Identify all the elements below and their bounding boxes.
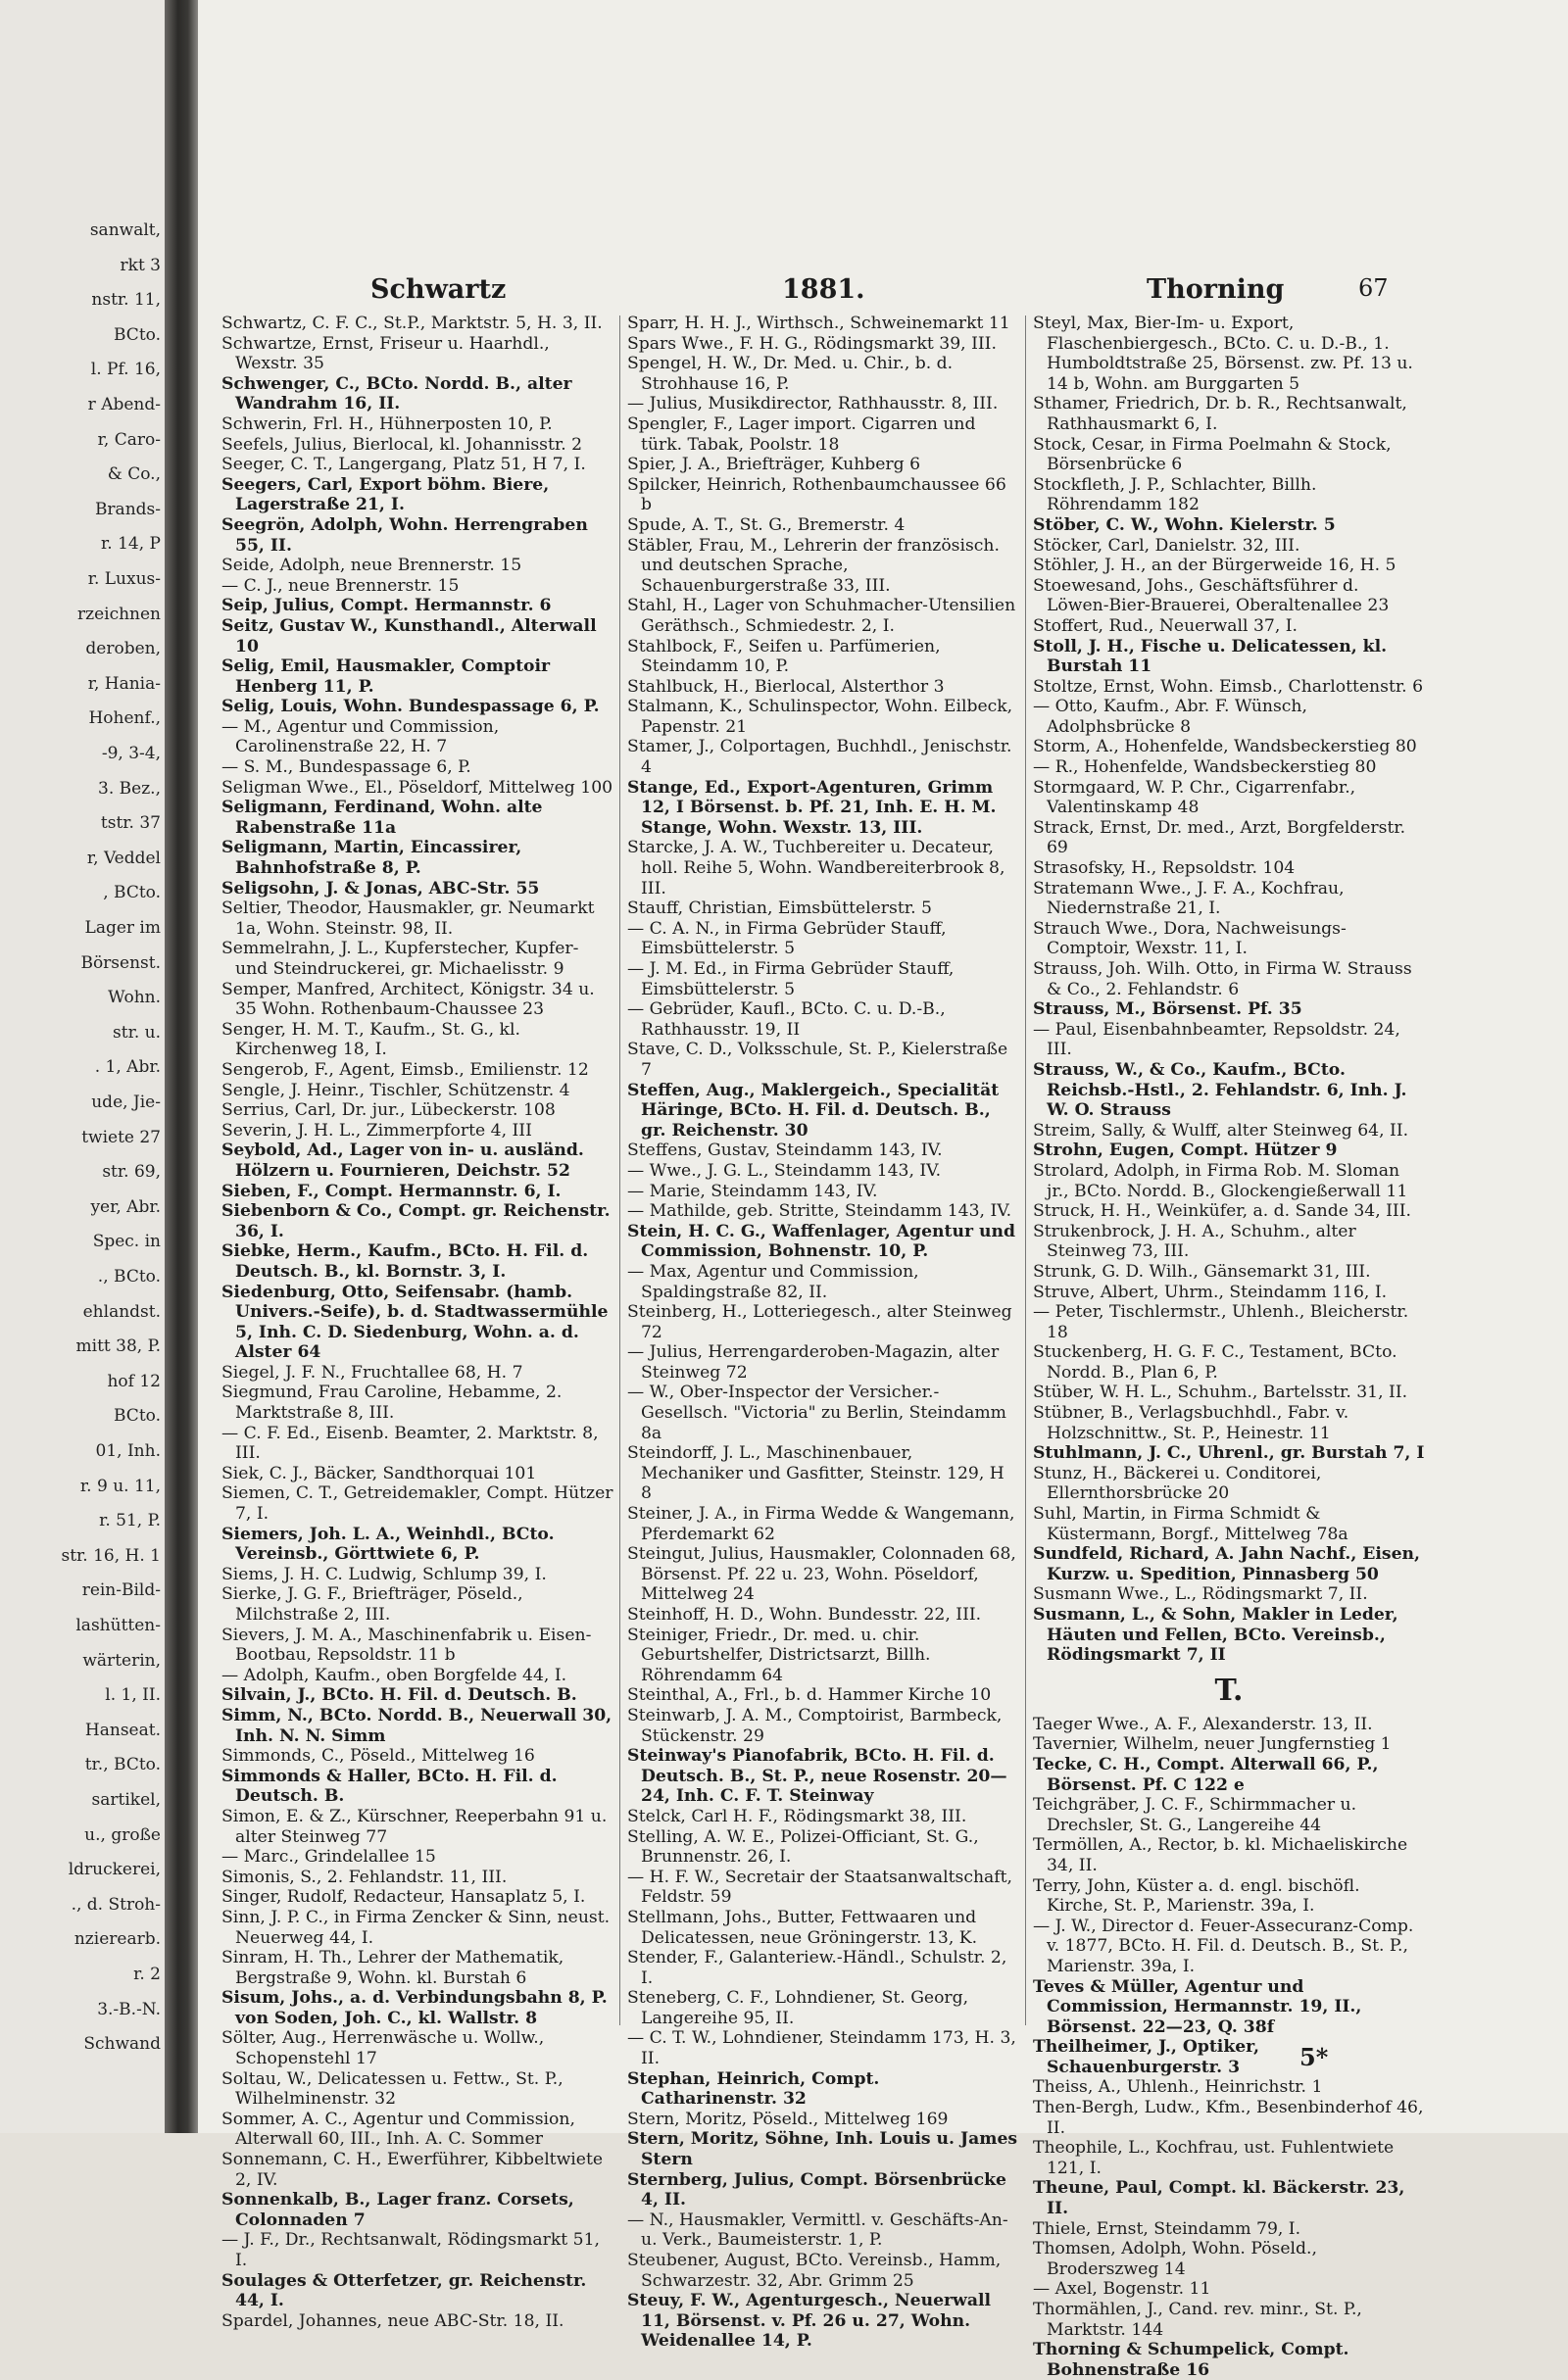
directory-entry: Stuckenberg, H. G. F. C., Testament, BCto. Nordd. B., Plan 6, P.	[1033, 1342, 1397, 1383]
directory-page	[198, 0, 1568, 2380]
previous-page-fragment: 3.-B.-N.	[97, 1999, 161, 2019]
previous-page-fragment: str. 16, H. 1	[61, 1545, 161, 1566]
directory-entry: Steffen, Aug., Maklergeich., Specialität Häringe, BCto. H. Fil. d. Deutsch. B., gr. Reichenstr. 30	[627, 1080, 1000, 1141]
previous-page-fragment: rein-Bild-	[81, 1580, 161, 1601]
directory-entry: Schwenger, C., BCto. Nordd. B., alter Wandrahm 16, II.	[221, 373, 572, 414]
directory-entry: — Mathilde, geb. Stritte, Steindamm 143, IV.	[627, 1201, 1012, 1222]
directory-entry: Stäbler, Frau, M., Lehrerin der französisch. und deutschen Sprache, Schauenburgerstraße 33, III.	[627, 535, 1000, 596]
directory-entry: Seegers, Carl, Export böhm. Biere, Lagerstraße 21, I.	[221, 474, 550, 515]
directory-entry: Theophile, L., Kochfrau, ust. Fuhlentwiete 121, I.	[1033, 2138, 1395, 2178]
directory-entry: Stelck, Carl H. F., Rödingsmarkt 38, III.	[627, 1806, 967, 1826]
directory-entry: Sengerob, F., Agent, Eimsb., Emilienstr. 12	[221, 1059, 589, 1080]
directory-entry: — Julius, Musikdirector, Rathhausstr. 8, III.	[627, 394, 999, 414]
directory-entry: Stern, Moritz, Pöseld., Mittelweg 169	[627, 2109, 949, 2129]
directory-entry: — Adolph, Kaufm., oben Borgfelde 44, I.	[221, 1665, 567, 1685]
previous-page-fragment: BCto.	[114, 1406, 161, 1427]
directory-entry: Terry, John, Küster a. d. engl. bischöfl. Kirche, St. P., Marienstr. 39a, I.	[1033, 1875, 1360, 1917]
directory-entry: Serrius, Carl, Dr. jur., Lübeckerstr. 108	[221, 1100, 556, 1121]
directory-entry: Spardel, Johannes, neue ABC-Str. 18, II.	[221, 2310, 564, 2331]
directory-entry: Theune, Paul, Compt. kl. Bäckerstr. 23, II.	[1033, 2178, 1405, 2219]
directory-entry: Stahl, H., Lager von Schuhmacher-Utensilien Geräthsch., Schmiedestr. 2, I.	[627, 596, 1016, 636]
previous-page-fragment: yer, Abr.	[90, 1196, 161, 1217]
directory-entry: Siedenburg, Otto, Seifensabr. (hamb. Univers.-Seife), b. d. Stadtwassermühle 5, Inh. C. D. Siedenburg, Wohn. a. d. Alster 64	[221, 1282, 609, 1363]
directory-entry: Spier, J. A., Briefträger, Kuhberg 6	[627, 455, 921, 475]
directory-entry: Sundfeld, Richard, A. Jahn Nachf., Eisen, Kurzw. u. Spedition, Pinnasberg 50	[1033, 1544, 1421, 1584]
previous-page-fragment: Hanseat.	[84, 1720, 161, 1740]
directory-entry: Tecke, C. H., Compt. Alterwall 66, P., Börsenst. Pf. C 122 e	[1033, 1754, 1379, 1795]
directory-column-1	[221, 314, 613, 2331]
previous-page-fragment: 01, Inh.	[95, 1441, 161, 1461]
directory-entry: Teves & Müller, Agentur und Commission, Hermannstr. 19, II., Börsenst. 22—23, Q. 38f	[1033, 1976, 1362, 2037]
directory-entry: Thorning & Schumpelick, Compt. Bohnenstraße 16	[1033, 2340, 1349, 2380]
directory-entry: — J. W., Director d. Feuer-Assecuranz-Comp. v. 1877, BCto. H. Fil. d. Deutsch. B., St. P., Marienstr. 39a, I.	[1033, 1916, 1414, 1976]
directory-entry: Strasofsky, H., Repsoldstr. 104	[1033, 858, 1296, 879]
previous-page-fragment: r, Veddel	[86, 848, 161, 868]
directory-entry: Stock, Cesar, in Firma Poelmahn & Stock, Börsenbrücke 6	[1033, 434, 1392, 475]
previous-page-fragment: r. 51, P.	[99, 1511, 161, 1531]
directory-entry: Struve, Albert, Uhrm., Steindamm 116, I.	[1033, 1282, 1388, 1302]
directory-entry: — Marc., Grindelallee 15	[221, 1847, 436, 1868]
directory-entry: Seefels, Julius, Bierlocal, kl. Johannisstr. 2	[221, 434, 583, 455]
previous-page-fragment: & Co.,	[107, 464, 161, 485]
directory-entry: Spilcker, Heinrich, Rothenbaumchaussee 66 b	[627, 474, 1006, 515]
directory-entry: Siegel, J. F. N., Fruchtallee 68, H. 7	[221, 1362, 523, 1383]
previous-page-fragment: Schwand	[83, 2034, 161, 2055]
previous-page-fragment: hof 12	[107, 1371, 161, 1391]
directory-entry: Steyl, Max, Bier-Im- u. Export, Flaschenbiergesch., BCto. C. u. D.-B., 1. Humboldtstraße 25, Börsenst. zw. Pf. 13 u. 14 b, Wohn. am Burggarten 5	[1033, 314, 1413, 394]
directory-entry: — Paul, Eisenbahnbeamter, Repsoldstr. 24, III.	[1033, 1019, 1400, 1060]
directory-entry: Spars Wwe., F. H. G., Rödingsmarkt 39, III.	[627, 333, 997, 354]
previous-page-fragment: Spec. in	[92, 1232, 161, 1252]
directory-entry: — Peter, Tischlermstr., Uhlenh., Bleicherstr. 18	[1033, 1302, 1409, 1342]
directory-entry: Termöllen, A., Rector, b. kl. Michaeliskirche 34, II.	[1033, 1835, 1408, 1875]
previous-page-fragment: sanwalt,	[89, 220, 161, 240]
directory-entry: Selig, Louis, Wohn. Bundespassage 6, P.	[221, 697, 600, 717]
directory-entry: Stoll, J. H., Fische u. Delicatessen, kl. Burstah 11	[1033, 636, 1388, 677]
directory-entry: Seegrön, Adolph, Wohn. Herrengraben 55, II.	[221, 514, 588, 556]
previous-page-fragment: lashütten-	[75, 1616, 161, 1635]
directory-entry: Stöcker, Carl, Danielstr. 32, III.	[1033, 535, 1300, 556]
directory-entry: Stahlbuck, H., Bierlocal, Alsterthor 3	[627, 676, 945, 697]
directory-entry: — Axel, Bogenstr. 11	[1033, 2279, 1211, 2300]
directory-entry: Susmann Wwe., L., Rödingsmarkt 7, II.	[1033, 1584, 1368, 1605]
previous-page-fragment: Lager im	[84, 918, 161, 938]
directory-entry: Theiss, A., Uhlenh., Heinrichstr. 1	[1033, 2077, 1323, 2098]
directory-entry: Sengle, J. Heinr., Tischler, Schützenstr. 4	[221, 1080, 570, 1100]
directory-entry: Steindorff, J. L., Maschinenbauer, Mechaniker und Gasfitter, Steinstr. 129, H 8	[627, 1443, 1004, 1504]
previous-page-fragment: u., große	[84, 1824, 161, 1845]
directory-entry: Silvain, J., BCto. H. Fil. d. Deutsch. B.	[221, 1685, 577, 1706]
directory-entry: Siemers, Joh. L. A., Weinhdl., BCto. Vereinsb., Görttwiete 6, P.	[221, 1524, 555, 1565]
previous-page-fragment: r. 14, P	[101, 534, 161, 555]
directory-entry: Stephan, Heinrich, Compt. Catharinenstr. 32	[627, 2068, 880, 2110]
directory-entry: Stübner, B., Verlagsbuchhdl., Fabr. v. Holzschnittw., St. P., Heinestr. 11	[1033, 1403, 1349, 1443]
previous-page-fragment: nzierearb.	[74, 1929, 161, 1950]
previous-page-fragment: -9, 3-4,	[101, 744, 161, 763]
directory-entry: Sommer, A. C., Agentur und Commission, Alterwall 60, III., Inh. A. C. Sommer	[221, 2109, 575, 2150]
directory-entry: — R., Hohenfelde, Wandsbeckerstieg 80	[1033, 757, 1377, 778]
directory-entry: Seligmann, Ferdinand, Wohn. alte Rabenstraße 11a	[221, 798, 543, 838]
directory-entry: Seide, Adolph, neue Brennerstr. 15	[221, 556, 522, 576]
directory-entry: Stein, H. C. G., Waffenlager, Agentur und Commission, Bohnenstr. 10, P.	[627, 1221, 1015, 1262]
page-header	[198, 274, 1568, 310]
directory-entry: Senger, H. M. T., Kaufm., St. G., kl. Kirchenweg 18, I.	[221, 1019, 520, 1060]
directory-entry: Stange, Ed., Export-Agenturen, Grimm 12, I Börsenst. b. Pf. 21, Inh. E. H. M. Stange, Wohn. Wexstr. 13, III.	[627, 777, 997, 838]
directory-entry: Thiele, Ernst, Steindamm 79, I.	[1033, 2218, 1301, 2239]
directory-entry: Strauch Wwe., Dora, Nachweisungs-Comptoir, Wexstr. 11, I.	[1033, 918, 1347, 959]
previous-page-fragment: r. 2	[133, 1965, 161, 1984]
previous-page-fragment: nstr. 11,	[91, 290, 161, 311]
directory-entry: Simmonds, C., Pöseld., Mittelweg 16	[221, 1746, 535, 1767]
directory-entry: Stratemann Wwe., J. F. A., Kochfrau, Niedernstraße 21, I.	[1033, 878, 1345, 919]
directory-entry: — W., Ober-Inspector der Versicher.-Gesellsch. "Victoria" zu Berlin, Steindamm 8a	[627, 1383, 1006, 1443]
directory-entry: Selig, Emil, Hausmakler, Comptoir Henberg 11, P.	[221, 656, 551, 697]
directory-entry: Simon, E. & Z., Kürschner, Reeperbahn 91 u. alter Steinweg 77	[221, 1806, 608, 1847]
directory-entry: Sievers, J. M. A., Maschinenfabrik u. Eisen-Bootbau, Repsoldstr. 11 b	[221, 1625, 592, 1666]
directory-entry: Seitz, Gustav W., Kunsthandl., Alterwall 10	[221, 615, 597, 656]
directory-entry: — H. F. W., Secretair der Staatsanwaltschaft, Feldstr. 59	[627, 1867, 1013, 1908]
directory-entry: Steinway's Pianofabrik, BCto. H. Fil. d. Deutsch. B., St. P., neue Rosenstr. 20—24, Inh. C. F. T. Steinway	[627, 1746, 1007, 1807]
directory-entry: — N., Hausmakler, Vermittl. v. Geschäfts-An- u. Verk., Baumeisterstr. 1, P.	[627, 2210, 1008, 2251]
previous-page-fragment: sartikel,	[91, 1790, 161, 1810]
section-letter: T.	[1214, 1673, 1244, 1708]
previous-page-fragment: deroben,	[85, 639, 161, 659]
directory-entry: Seligsohn, J. & Jonas, ABC-Str. 55	[221, 878, 540, 899]
directory-entry: Seybold, Ad., Lager von in- u. ausländ. Hölzern u. Fournieren, Deichstr. 52	[221, 1141, 584, 1181]
directory-entry: — Wwe., J. G. L., Steindamm 143, IV.	[627, 1160, 942, 1181]
previous-page-fragment: tr., BCto.	[84, 1755, 161, 1775]
previous-page-fragment: rkt 3	[120, 255, 161, 275]
directory-entry: Storm, A., Hohenfelde, Wandsbeckerstieg 80	[1033, 737, 1417, 757]
previous-page-fragment: ude, Jie-	[91, 1093, 161, 1112]
directory-entry: Simmonds & Haller, BCto. H. Fil. d. Deutsch. B.	[221, 1766, 558, 1807]
directory-entry: — M., Agentur und Commission, Carolinenstraße 22, H. 7	[221, 716, 500, 757]
directory-entry: Sölter, Aug., Herrenwäsche u. Wollw., Schopenstehl 17	[221, 2028, 545, 2069]
previous-page-fragment: rzeichnen	[76, 604, 161, 624]
directory-entry: Steiniger, Friedr., Dr. med. u. chir. Geburtshelfer, Districtsarzt, Billh. Röhrendamm 64	[627, 1625, 931, 1685]
directory-entry: Steneberg, C. F., Lohndiener, St. Georg, Langereihe 95, II.	[627, 1988, 969, 2028]
previous-page-fragment: . 1, Abr.	[94, 1057, 161, 1078]
previous-page-fragment: ., BCto.	[97, 1267, 161, 1287]
previous-page-fragment: Wohn.	[108, 988, 161, 1008]
previous-page-fragment: Hohenf.,	[88, 708, 161, 729]
directory-entry: Siems, J. H. C. Ludwig, Schlump 39, I.	[221, 1564, 547, 1584]
directory-entry: Stamer, J., Colportagen, Buchhdl., Jenischstr. 4	[627, 737, 1012, 778]
directory-entry: Strunk, G. D. Wilh., Gänsemarkt 31, III.	[1033, 1261, 1371, 1282]
directory-entry: Sonnemann, C. H., Ewerführer, Kibbeltwiete 2, IV.	[221, 2150, 604, 2190]
directory-entry: — S. M., Bundespassage 6, P.	[221, 757, 471, 778]
previous-page-fragment: twiete 27	[81, 1127, 161, 1147]
previous-page-fragment: ldruckerei,	[68, 1860, 161, 1880]
page-number: 67	[1358, 274, 1389, 302]
directory-entry: Stoltze, Ernst, Wohn. Eimsb., Charlottenstr. 6	[1033, 676, 1424, 697]
header-year: 1881.	[782, 274, 865, 305]
previous-page-fragment: 3. Bez.,	[98, 778, 161, 799]
previous-page-fragment: r, Hania-	[87, 673, 161, 694]
previous-page-fragment: tstr. 37	[100, 813, 161, 834]
header-first-name: Schwartz	[370, 274, 507, 305]
directory-entry: Stahlbock, F., Seifen u. Parfümerien, Steindamm 10, P.	[627, 636, 941, 677]
directory-entry: Simm, N., BCto. Nordd. B., Neuerwall 30, Inh. N. N. Simm	[221, 1705, 612, 1746]
directory-entry: Seligmann, Martin, Eincassirer, Bahnhofstraße 8, P.	[221, 838, 522, 879]
previous-page-fragment: r. 9 u. 11,	[79, 1476, 161, 1496]
directory-entry: Strack, Ernst, Dr. med., Arzt, Borgfelderstr. 69	[1033, 817, 1406, 858]
directory-entry: Seltier, Theodor, Hausmakler, gr. Neumarkt 1a, Wohn. Steinstr. 98, II.	[221, 899, 595, 939]
column-divider	[1025, 316, 1026, 2025]
directory-entry: Stellmann, Johs., Butter, Fettwaaren und Delicatessen, neue Gröningerstr. 13, K.	[627, 1907, 978, 1948]
directory-entry: Stern, Moritz, Söhne, Inh. Louis u. James Stern	[627, 2129, 1018, 2170]
book-binding-gutter	[165, 0, 198, 2133]
directory-entry: Steinwarb, J. A. M., Comptoirist, Barmbeck, Stückenstr. 29	[627, 1705, 1003, 1746]
previous-page-fragment: Brands-	[94, 499, 161, 519]
directory-entry: Theilheimer, J., Optiker, Schauenburgerstr. 3	[1033, 2037, 1259, 2077]
directory-entry: Schwerin, Frl. H., Hühnerposten 10, P.	[221, 413, 553, 434]
directory-entry: — J. M. Ed., in Firma Gebrüder Stauff, Eimsbüttelerstr. 5	[627, 959, 955, 999]
directory-entry: Spengel, H. W., Dr. Med. u. Chir., b. d. Strohhause 16, P.	[627, 354, 954, 394]
directory-entry: Strauss, M., Börsenst. Pf. 35	[1033, 999, 1302, 1020]
directory-entry: — C. J., neue Brennerstr. 15	[221, 575, 460, 596]
directory-entry: Stormgaard, W. P. Chr., Cigarrenfabr., Valentinskamp 48	[1033, 777, 1356, 818]
previous-page-fragment: BCto.	[114, 324, 161, 345]
directory-entry: — Marie, Steindamm 143, IV.	[627, 1181, 878, 1201]
previous-page-edge	[0, 0, 165, 2133]
directory-entry: Stöhler, J. H., an der Bürgerweide 16, H. 5	[1033, 556, 1396, 576]
directory-entry: Sparr, H. H. J., Wirthsch., Schweinemarkt 11	[627, 314, 1010, 333]
directory-entry: Stunz, H., Bäckerei u. Conditorei, Ellernthorsbrücke 20	[1033, 1463, 1322, 1504]
directory-entry: Strolard, Adolph, in Firma Rob. M. Sloman jr., BCto. Nordd. B., Glockengießerwall 11	[1033, 1160, 1408, 1201]
directory-entry: Strukenbrock, J. H. A., Schuhm., alter Steinweg 73, III.	[1033, 1221, 1356, 1262]
directory-entry: Seligman Wwe., El., Pöseldorf, Mittelweg 100	[221, 777, 613, 798]
directory-entry: Seip, Julius, Compt. Hermannstr. 6	[221, 596, 552, 616]
directory-entry: Stöber, C. W., Wohn. Kielerstr. 5	[1033, 514, 1336, 535]
signature-mark: 5*	[1299, 2043, 1329, 2071]
directory-entry: Strauss, W., & Co., Kaufm., BCto. Reichsb.-Hstl., 2. Fehlandstr. 6, Inh. J. W. O. Strauss	[1033, 1059, 1407, 1121]
directory-entry: — Otto, Kaufm., Abr. F. Wünsch, Adolphsbrücke 8	[1033, 697, 1307, 737]
directory-entry: Seeger, C. T., Langergang, Platz 51, H 7, I.	[221, 455, 586, 475]
directory-entry: Steinberg, H., Lotteriegesch., alter Steinweg 72	[627, 1302, 1012, 1342]
directory-entry: Siek, C. J., Bäcker, Sandthorquai 101	[221, 1463, 537, 1483]
directory-entry: Sinram, H. Th., Lehrer der Mathematik, Bergstraße 9, Wohn. kl. Burstah 6	[221, 1948, 564, 1988]
directory-entry: Simonis, S., 2. Fehlandstr. 11, III.	[221, 1867, 508, 1887]
directory-entry: Schwartz, C. F. C., St.P., Marktstr. 5, H. 3, II.	[221, 314, 603, 333]
directory-entry: Soulages & Otterfetzer, gr. Reichenstr. 44, I.	[221, 2270, 587, 2311]
directory-entry: Steinhoff, H. D., Wohn. Bundesstr. 22, III.	[627, 1605, 982, 1625]
directory-column-2	[627, 314, 1019, 2352]
directory-entry: — Gebrüder, Kaufl., BCto. C. u. D.-B., Rathhausstr. 19, II	[627, 999, 946, 1040]
directory-entry: Siebke, Herm., Kaufm., BCto. H. Fil. d. Deutsch. B., kl. Bornstr. 3, I.	[221, 1241, 589, 1282]
directory-entry: Stave, C. D., Volksschule, St. P., Kielerstraße 7	[627, 1040, 1008, 1080]
directory-entry: Stalmann, K., Schulinspector, Wohn. Eilbeck, Papenstr. 21	[627, 697, 1013, 737]
directory-entry: Soltau, W., Delicatessen u. Fettw., St. P., Wilhelminenstr. 32	[221, 2068, 564, 2110]
directory-entry: Then-Bergh, Ludw., Kfm., Besenbinderhof 46, II.	[1033, 2098, 1424, 2138]
previous-page-fragment: Börsenst.	[80, 952, 161, 973]
directory-entry: Stoewesand, Johs., Geschäftsführer d. Löwen-Bier-Brauerei, Oberaltenallee 23	[1033, 575, 1390, 616]
header-last-name: Thorning	[1147, 274, 1285, 305]
directory-entry: Suhl, Martin, in Firma Schmidt & Küstermann, Borgf., Mittelweg 78a	[1033, 1504, 1348, 1544]
directory-entry: Struck, H. H., Weinküfer, a. d. Sande 34, III.	[1033, 1201, 1411, 1222]
directory-entry: Sthamer, Friedrich, Dr. b. R., Rechtsanwalt, Rathhausmarkt 6, I.	[1033, 394, 1407, 434]
directory-entry: Sternberg, Julius, Compt. Börsenbrücke 4, II.	[627, 2169, 1006, 2210]
previous-page-fragment: l. 1, II.	[105, 1685, 161, 1706]
directory-entry: Stockfleth, J. P., Schlachter, Billh. Röhrendamm 182	[1033, 474, 1317, 515]
directory-entry: — Julius, Herrengarderoben-Magazin, alter Steinweg 72	[627, 1342, 1000, 1383]
directory-entry: — J. F., Dr., Rechtsanwalt, Rödingsmarkt 51, I.	[221, 2230, 600, 2270]
directory-entry: Steingut, Julius, Hausmakler, Colonnaden 68, Börsenst. Pf. 22 u. 23, Wohn. Pöseldorf, Mittelweg 24	[627, 1544, 1016, 1605]
directory-entry: Sonnenkalb, B., Lager franz. Corsets, Colonnaden 7	[221, 2190, 574, 2230]
directory-entry: Severin, J. H. L., Zimmerpforte 4, III	[221, 1120, 532, 1141]
directory-entry: Taeger Wwe., A. F., Alexanderstr. 13, II.	[1033, 1714, 1373, 1734]
previous-page-fragment: r, Caro-	[97, 429, 161, 450]
previous-page-fragment: ., d. Stroh-	[71, 1894, 161, 1915]
directory-entry: Sieben, F., Compt. Hermannstr. 6, I.	[221, 1181, 562, 1201]
directory-entry: Siebenborn & Co., Compt. gr. Reichenstr. 36, I.	[221, 1201, 611, 1241]
directory-entry: Susmann, L., & Sohn, Makler in Leder, Häuten und Fellen, BCto. Vereinsb., Rödingsmarkt 7, II	[1033, 1605, 1398, 1666]
directory-entry: Semmelrahn, J. L., Kupferstecher, Kupfer- und Steindruckerei, gr. Michaelisstr. 9	[221, 939, 579, 979]
directory-entry: Stauff, Christian, Eimsbüttelerstr. 5	[627, 899, 932, 919]
directory-entry: Spude, A. T., St. G., Bremerstr. 4	[627, 514, 906, 535]
previous-page-fragment: l. Pf. 16,	[90, 360, 161, 380]
directory-entry: Sierke, J. G. F., Briefträger, Pöseld., Milchstraße 2, III.	[221, 1584, 523, 1625]
directory-entry: Stuhlmann, J. C., Uhrenl., gr. Burstah 7, I	[1033, 1443, 1425, 1464]
previous-page-fragment: , BCto.	[103, 883, 161, 903]
directory-entry: Siemen, C. T., Getreidemakler, Compt. Hützer 7, I.	[221, 1483, 613, 1525]
directory-entry: — C. A. N., in Firma Gebrüder Stauff, Eimsbüttelerstr. 5	[627, 918, 947, 959]
directory-entry: Sinn, J. P. C., in Firma Zencker & Sinn, neust. Neuerweg 44, I.	[221, 1907, 611, 1948]
directory-entry: Sisum, Johs., a. d. Verbindungsbahn 8, P. von Soden, Joh. C., kl. Wallstr. 8	[221, 1988, 608, 2028]
directory-entry: Steiner, J. A., in Firma Wedde & Wangemann, Pferdemarkt 62	[627, 1504, 1015, 1544]
directory-entry: — C. F. Ed., Eisenb. Beamter, 2. Marktstr. 8, III.	[221, 1423, 599, 1464]
previous-page-fragment: r Abend-	[87, 395, 161, 414]
directory-entry: Steubener, August, BCto. Vereinsb., Hamm, Schwarzestr. 32, Abr. Grimm 25	[627, 2251, 1002, 2291]
directory-entry: Spengler, F., Lager import. Cigarren und türk. Tabak, Poolstr. 18	[627, 413, 976, 455]
directory-entry: Stüber, W. H. L., Schuhm., Bartelsstr. 31, II.	[1033, 1383, 1408, 1403]
directory-entry: Thormählen, J., Cand. rev. minr., St. P., Marktstr. 144	[1033, 2300, 1362, 2340]
previous-page-fragment: r. Luxus-	[87, 569, 161, 589]
directory-entry: Steffens, Gustav, Steindamm 143, IV.	[627, 1141, 943, 1161]
previous-page-fragment: wärterin,	[82, 1650, 161, 1671]
directory-column-3	[1033, 314, 1425, 2380]
directory-entry: Streim, Sally, & Wulff, alter Steinweg 64, II.	[1033, 1120, 1409, 1141]
directory-entry: Steuy, F. W., Agenturgesch., Neuerwall 11, Börsenst. v. Pf. 26 u. 27, Wohn. Weidenallee 14, P.	[627, 2291, 992, 2352]
directory-entry: Thomsen, Adolph, Wohn. Pöseld., Broderszweg 14	[1033, 2239, 1317, 2279]
directory-entry: Stelling, A. W. E., Polizei-Officiant, St. G., Brunnenstr. 26, I.	[627, 1826, 979, 1868]
directory-entry: Strohn, Eugen, Compt. Hützer 9	[1033, 1141, 1338, 1161]
directory-entry: Tavernier, Wilhelm, neuer Jungfernstieg 1	[1033, 1734, 1392, 1755]
directory-entry: — C. T. W., Lohndiener, Steindamm 173, H. 3, II.	[627, 2028, 1016, 2069]
directory-entry: Teichgräber, J. C. F., Schirmmacher u. Drechsler, St. G., Langereihe 44	[1033, 1795, 1357, 1835]
directory-entry: Strauss, Joh. Wilh. Otto, in Firma W. Strauss & Co., 2. Fehlandstr. 6	[1033, 959, 1412, 999]
directory-entry: Steinthal, A., Frl., b. d. Hammer Kirche 10	[627, 1685, 992, 1706]
directory-entry: Starcke, J. A. W., Tuchbereiter u. Decateur, holl. Reihe 5, Wohn. Wandbereiterbrook 8, III.	[627, 838, 1005, 899]
directory-entry: Stender, F., Galanteriew.-Händl., Schulstr. 2, I.	[627, 1948, 1007, 1988]
previous-page-fragment: ehlandst.	[82, 1301, 161, 1322]
directory-entry: — Max, Agentur und Commission, Spaldingstraße 82, II.	[627, 1261, 919, 1302]
directory-entry: Schwartze, Ernst, Friseur u. Haarhdl., Wexstr. 35	[221, 333, 550, 374]
directory-entry: Singer, Rudolf, Redacteur, Hansaplatz 5, I.	[221, 1887, 586, 1908]
previous-page-fragment: str. u.	[113, 1022, 161, 1043]
column-divider	[619, 316, 620, 2025]
previous-page-fragment: mitt 38, P.	[75, 1336, 161, 1357]
directory-entry: Stoffert, Rud., Neuerwall 37, I.	[1033, 615, 1298, 636]
previous-page-fragment: str. 69,	[102, 1162, 161, 1183]
directory-entry: Siegmund, Frau Caroline, Hebamme, 2. Marktstraße 8, III.	[221, 1383, 563, 1424]
directory-entry: Semper, Manfred, Architect, Königstr. 34 u. 35 Wohn. Rothenbaum-Chaussee 23	[221, 979, 595, 1020]
